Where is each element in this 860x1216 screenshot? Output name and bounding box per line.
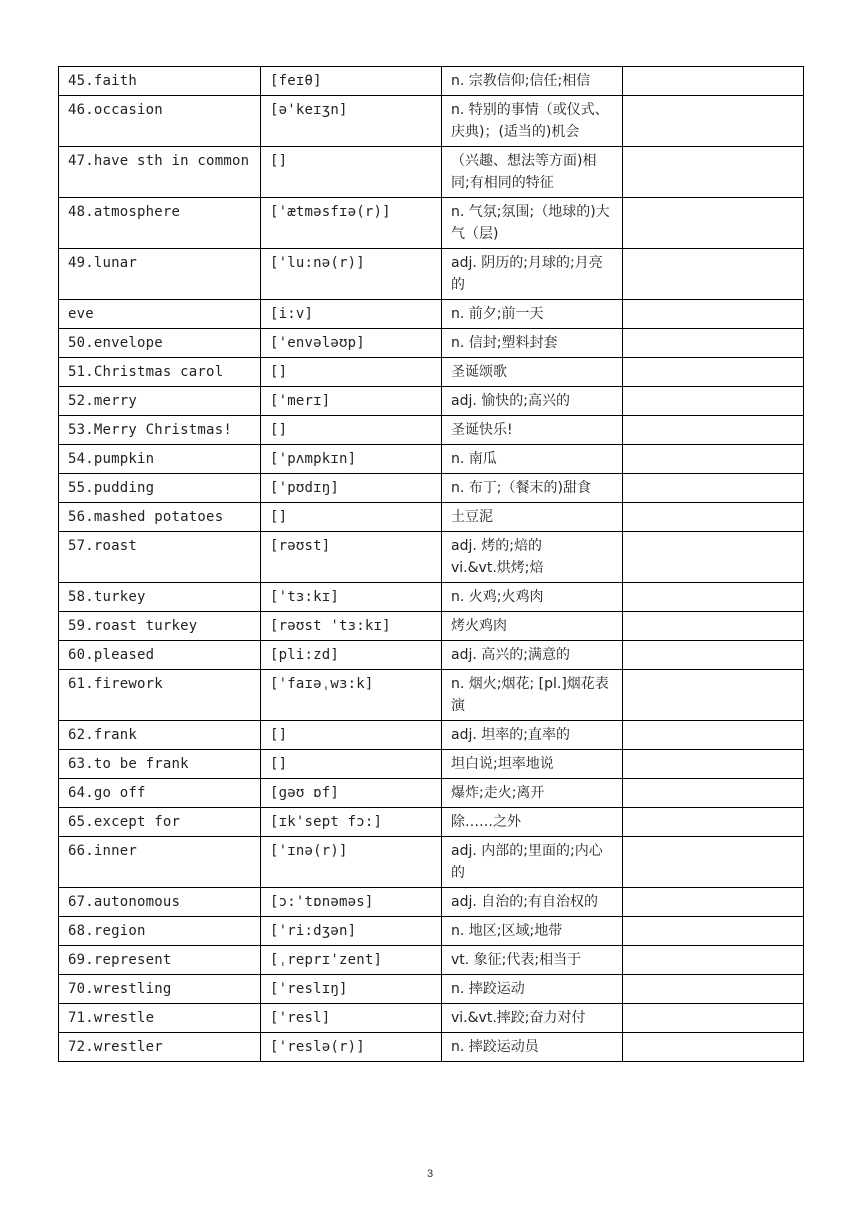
table-row — [59, 249, 804, 300]
phonetic-cell: [ə'keɪʒn] — [261, 96, 442, 147]
word-cell: 57.roast — [59, 532, 261, 583]
phonetic-cell: [] — [261, 416, 442, 445]
meaning-cell: 烤火鸡肉 — [442, 612, 623, 641]
note-cell — [623, 387, 804, 416]
note-cell — [623, 641, 804, 670]
table-row — [59, 387, 804, 416]
table-row — [59, 975, 804, 1004]
table-row — [59, 1004, 804, 1033]
meaning-cell: 除……之外 — [442, 808, 623, 837]
note-cell — [623, 445, 804, 474]
word-cell: 46.occasion — [59, 96, 261, 147]
word-cell: 69.represent — [59, 946, 261, 975]
meaning-cell: 爆炸;走火;离开 — [442, 779, 623, 808]
phonetic-cell: [ɪk'sept fɔ:] — [261, 808, 442, 837]
phonetic-cell: [feɪθ] — [261, 67, 442, 96]
meaning-cell: （兴趣、想法等方面)相同;有相同的特征 — [442, 147, 623, 198]
phonetic-cell: [] — [261, 147, 442, 198]
table-row — [59, 445, 804, 474]
note-cell — [623, 946, 804, 975]
note-cell — [623, 612, 804, 641]
note-cell — [623, 1033, 804, 1062]
phonetic-cell: [rəʊst] — [261, 532, 442, 583]
table-row — [59, 503, 804, 532]
word-cell: 49.lunar — [59, 249, 261, 300]
phonetic-cell: [] — [261, 750, 442, 779]
note-cell — [623, 147, 804, 198]
word-cell: 54.pumpkin — [59, 445, 261, 474]
note-cell — [623, 670, 804, 721]
word-cell: 45.faith — [59, 67, 261, 96]
meaning-cell: n. 布丁;（餐末的)甜食 — [442, 474, 623, 503]
table-row — [59, 721, 804, 750]
table-row — [59, 917, 804, 946]
phonetic-cell: [ˌreprɪ'zent] — [261, 946, 442, 975]
table-row — [59, 670, 804, 721]
phonetic-cell: ['resl] — [261, 1004, 442, 1033]
meaning-cell: n. 烟火;烟花; [pl.]烟花表演 — [442, 670, 623, 721]
word-cell: 51.Christmas carol — [59, 358, 261, 387]
phonetic-cell: ['pʊdɪŋ] — [261, 474, 442, 503]
note-cell — [623, 329, 804, 358]
meaning-cell: adj. 坦率的;直率的 — [442, 721, 623, 750]
table-row — [59, 641, 804, 670]
word-cell: 52.merry — [59, 387, 261, 416]
phonetic-cell: ['ætməsfɪə(r)] — [261, 198, 442, 249]
meaning-cell: n. 摔跤运动 — [442, 975, 623, 1004]
meaning-cell: n. 宗教信仰;信任;相信 — [442, 67, 623, 96]
note-cell — [623, 917, 804, 946]
table-row — [59, 416, 804, 445]
meaning-cell: n. 特别的事情（或仪式、庆典)；(适当的)机会 — [442, 96, 623, 147]
table-row — [59, 329, 804, 358]
meaning-cell: adj. 高兴的;满意的 — [442, 641, 623, 670]
meaning-cell: 圣诞颂歌 — [442, 358, 623, 387]
word-cell: 67.autonomous — [59, 888, 261, 917]
note-cell — [623, 249, 804, 300]
table-row — [59, 300, 804, 329]
meaning-cell: 土豆泥 — [442, 503, 623, 532]
word-cell: 53.Merry Christmas! — [59, 416, 261, 445]
word-cell: 47.have sth in common — [59, 147, 261, 198]
meaning-cell: adj. 烤的;焙的 vi.&vt.烘烤;焙 — [442, 532, 623, 583]
note-cell — [623, 532, 804, 583]
table-row — [59, 1033, 804, 1062]
table-row — [59, 888, 804, 917]
meaning-cell: n. 地区;区域;地带 — [442, 917, 623, 946]
note-cell — [623, 67, 804, 96]
table-row — [59, 808, 804, 837]
note-cell — [623, 837, 804, 888]
note-cell — [623, 1004, 804, 1033]
meaning-cell: 圣诞快乐! — [442, 416, 623, 445]
note-cell — [623, 888, 804, 917]
word-cell: 63.to be frank — [59, 750, 261, 779]
table-row — [59, 946, 804, 975]
table-row — [59, 750, 804, 779]
phonetic-cell: [] — [261, 721, 442, 750]
meaning-cell: adj. 自治的;有自治权的 — [442, 888, 623, 917]
note-cell — [623, 975, 804, 1004]
note-cell — [623, 96, 804, 147]
meaning-cell: n. 火鸡;火鸡肉 — [442, 583, 623, 612]
meaning-cell: vt. 象征;代表;相当于 — [442, 946, 623, 975]
meaning-cell: n. 信封;塑料封套 — [442, 329, 623, 358]
word-cell: 66.inner — [59, 837, 261, 888]
note-cell — [623, 779, 804, 808]
meaning-cell: adj. 阴历的;月球的;月亮的 — [442, 249, 623, 300]
word-cell: eve — [59, 300, 261, 329]
word-cell: 58.turkey — [59, 583, 261, 612]
table-row — [59, 837, 804, 888]
note-cell — [623, 358, 804, 387]
note-cell — [623, 416, 804, 445]
phonetic-cell: ['reslə(r)] — [261, 1033, 442, 1062]
word-cell: 60.pleased — [59, 641, 261, 670]
table-row — [59, 147, 804, 198]
meaning-cell: 坦白说;坦率地说 — [442, 750, 623, 779]
phonetic-cell: [pli:zd] — [261, 641, 442, 670]
phonetic-cell: ['lu:nə(r)] — [261, 249, 442, 300]
note-cell — [623, 721, 804, 750]
meaning-cell: adj. 愉快的;高兴的 — [442, 387, 623, 416]
table-row — [59, 779, 804, 808]
phonetic-cell: ['tɜ:kɪ] — [261, 583, 442, 612]
word-cell: 68.region — [59, 917, 261, 946]
vocabulary-table — [58, 66, 804, 1062]
word-cell: 48.atmosphere — [59, 198, 261, 249]
meaning-cell: n. 前夕;前一天 — [442, 300, 623, 329]
table-row — [59, 612, 804, 641]
table-row — [59, 67, 804, 96]
vocabulary-table-body — [59, 67, 804, 1062]
phonetic-cell: ['reslɪŋ] — [261, 975, 442, 1004]
note-cell — [623, 808, 804, 837]
meaning-cell: vi.&vt.摔跤;奋力对付 — [442, 1004, 623, 1033]
phonetic-cell: [ɔ:'tɒnəməs] — [261, 888, 442, 917]
phonetic-cell: ['ɪnə(r)] — [261, 837, 442, 888]
word-cell: 70.wrestling — [59, 975, 261, 1004]
phonetic-cell: ['ri:dʒən] — [261, 917, 442, 946]
word-cell: 50.envelope — [59, 329, 261, 358]
phonetic-cell: ['faɪəˌwɜ:k] — [261, 670, 442, 721]
phonetic-cell: [rəʊst 'tɜ:kɪ] — [261, 612, 442, 641]
note-cell — [623, 474, 804, 503]
table-row — [59, 96, 804, 147]
meaning-cell: n. 气氛;氛围;（地球的)大气（层) — [442, 198, 623, 249]
meaning-cell: n. 南瓜 — [442, 445, 623, 474]
phonetic-cell: ['merɪ] — [261, 387, 442, 416]
table-row — [59, 358, 804, 387]
phonetic-cell: [] — [261, 503, 442, 532]
word-cell: 55.pudding — [59, 474, 261, 503]
meaning-cell: adj. 内部的;里面的;内心的 — [442, 837, 623, 888]
phonetic-cell: [] — [261, 358, 442, 387]
note-cell — [623, 750, 804, 779]
word-cell: 56.mashed potatoes — [59, 503, 261, 532]
table-row — [59, 532, 804, 583]
phonetic-cell: [i:v] — [261, 300, 442, 329]
word-cell: 61.firework — [59, 670, 261, 721]
note-cell — [623, 583, 804, 612]
word-cell: 64.go off — [59, 779, 261, 808]
note-cell — [623, 198, 804, 249]
note-cell — [623, 300, 804, 329]
page-number: 3 — [426, 1168, 434, 1180]
note-cell — [623, 503, 804, 532]
table-row — [59, 583, 804, 612]
word-cell: 62.frank — [59, 721, 261, 750]
phonetic-cell: ['envələʊp] — [261, 329, 442, 358]
table-row — [59, 474, 804, 503]
phonetic-cell: ['pʌmpkɪn] — [261, 445, 442, 474]
word-cell: 72.wrestler — [59, 1033, 261, 1062]
word-cell: 71.wrestle — [59, 1004, 261, 1033]
table-row — [59, 198, 804, 249]
phonetic-cell: [gəʊ ɒf] — [261, 779, 442, 808]
word-cell: 65.except for — [59, 808, 261, 837]
meaning-cell: n. 摔跤运动员 — [442, 1033, 623, 1062]
word-cell: 59.roast turkey — [59, 612, 261, 641]
